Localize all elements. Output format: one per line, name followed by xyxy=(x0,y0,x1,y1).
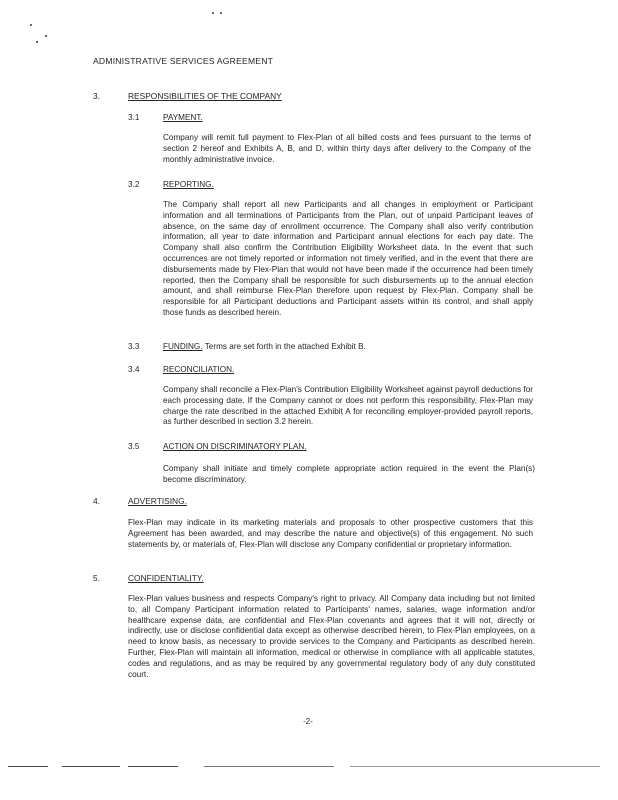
section-3-title: RESPONSIBILITIES OF THE COMPANY xyxy=(128,91,282,101)
subsection-3-3-number: 3.3 xyxy=(128,342,140,351)
scan-line xyxy=(8,766,48,767)
subsection-3-3-text: Terms are set forth in the attached Exhibit B. xyxy=(204,342,366,351)
scan-speck xyxy=(212,12,214,14)
subsection-3-5-text: Company shall initiate and timely complete appropriate action required in the event the Plan(s) become discriminatory. xyxy=(163,464,535,484)
section-4-text: Flex-Plan may indicate in its marketing materials and proposals to other prospective customers that this Agreement has been awarded, and may describe the nature and objective(s) of this engagement. No such statements by, or materials of, Flex-Plan will disclose any Company confidential or proprietary information. xyxy=(128,518,533,549)
subsection-3-4-title: RECONCILIATION. xyxy=(163,365,235,374)
scan-speck xyxy=(30,24,32,26)
subsection-3-3-title: FUNDING. xyxy=(163,342,203,351)
subsection-3-3-line xyxy=(163,342,366,353)
subsection-3-4-text: Company shall reconcile a Flex-Plan's Contribution Eligibility Worksheet against payroll deductions for each processing date. If the Company cannot or does not perform this responsibility, Flex-Plan may charge the rate described in the attached Exhibit A for reconciling employer-provided payroll reports, as further described in section 3.2 herein. xyxy=(163,385,533,427)
section-5-title: CONFIDENTIALITY. xyxy=(128,573,204,583)
scan-line xyxy=(62,766,120,767)
section-4-title: ADVERTISING. xyxy=(128,496,187,506)
section-3-number: 3. xyxy=(93,91,100,101)
scan-speck xyxy=(45,35,47,37)
section-5-text: Flex-Plan values business and respects Company's right to privacy. All Company data including but not limited to, all Company Participant information related to Participants' names, salaries, wage information and/or healthcare expense data, are confidential and Flex-Plan covenants and agrees that it will not, directly or indirectly, use or disclose confidential data except as otherwise described herein, to Flex-Plan employees, on a need to know basis, as necessary to provide services to the Company and Participants as described herein. Further, Flex-Plan will maintain all information, medical or otherwise in compliance with all applicable statutes, codes and regulations, and as may be required by any governmental regulatory body of any duly constituted court. xyxy=(128,594,535,679)
subsection-3-1-title: PAYMENT. xyxy=(163,113,203,122)
subsection-3-4-number: 3.4 xyxy=(128,365,140,374)
subsection-3-5-title: ACTION ON DISCRIMINATORY PLAN. xyxy=(163,442,307,451)
scan-line xyxy=(204,766,334,767)
scan-line xyxy=(128,766,178,767)
subsection-3-2-text: The Company shall report all new Participants and all changes in employment or Participant information and all terminations of Participants from the Plan, out of unpaid Participant leaves of absence, on the same day of enrollment occurrence. The Company shall also verify contribution information, all year to date information and Participant annual elections for each pay date. The Company shall also confirm the Contribution Eligibility Worksheet data. In the event that such occurrences are not timely reported or information not timely verified, and in the event that there are disbursements made by Flex-Plan that would not have been made if the occurrence had been timely reported, then the Company shall be responsible for such disbursements up to the annual election amount, and shall reimburse Flex-Plan therefore upon request by Flex-Plan. Company shall be responsible for all Participant deductions and Participant assets within its control, and shall apply those funds as described herein. xyxy=(163,200,533,317)
scan-speck xyxy=(36,41,38,43)
section-4-number: 4. xyxy=(93,496,100,506)
section-5-number: 5. xyxy=(93,573,100,583)
subsection-3-2-title: REPORTING. xyxy=(163,180,214,189)
page-number: -2- xyxy=(303,717,313,726)
subsection-3-2-number: 3.2 xyxy=(128,180,140,189)
scan-speck xyxy=(220,12,222,14)
scan-line xyxy=(350,766,600,767)
subsection-3-1-text: Company will remit full payment to Flex-Plan of all billed costs and fees pursuant to the terms of section 2 hereof and Exhibits A, B, and D, within thirty days after delivery to the Company of the monthly administrative invoice. xyxy=(163,133,531,164)
document-header: ADMINISTRATIVE SERVICES AGREEMENT xyxy=(93,56,274,66)
subsection-3-5-number: 3.5 xyxy=(128,442,140,451)
subsection-3-1-number: 3.1 xyxy=(128,113,140,122)
